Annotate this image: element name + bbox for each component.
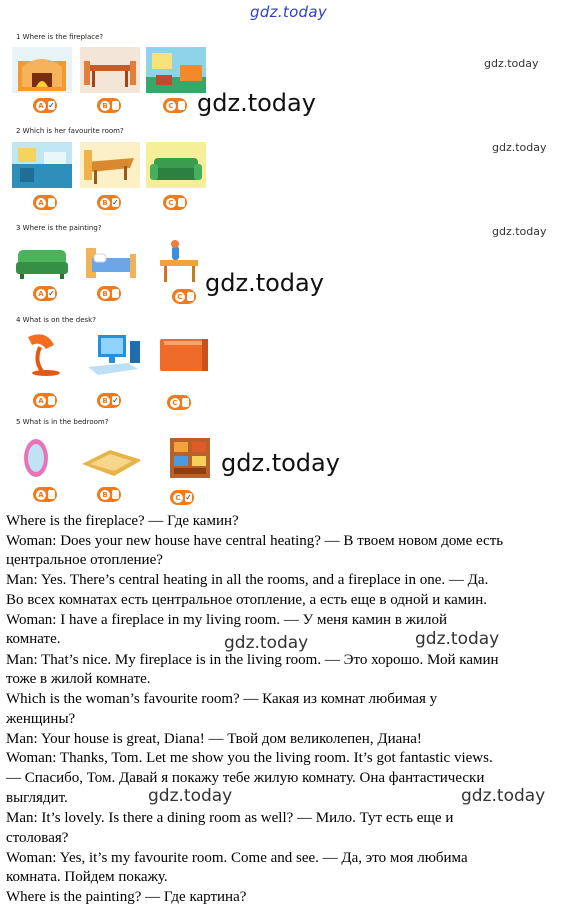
site-logo[interactable]: gdz.today bbox=[250, 3, 328, 21]
answer-letter: C bbox=[175, 292, 185, 302]
transcript-line: Where is the fireplace? — Где камин? bbox=[6, 513, 239, 529]
answer-4-c[interactable] bbox=[167, 395, 191, 410]
check-mark bbox=[178, 101, 185, 110]
check-mark bbox=[48, 198, 55, 207]
transcript-line: центральное отопление? bbox=[6, 552, 163, 568]
watermark: gdz.today bbox=[492, 141, 547, 154]
watermark: gdz.today bbox=[461, 786, 546, 806]
check-mark bbox=[48, 396, 55, 405]
transcript-line: Man: It’s lovely. Is there a dining room as well? — Мило. Тут есть еще и bbox=[6, 810, 454, 826]
check-mark: ✓ bbox=[48, 289, 55, 298]
answer-2-b[interactable] bbox=[97, 195, 121, 210]
question-1-title: 1 Where is the fireplace? bbox=[16, 33, 104, 41]
sofa-icon-2 bbox=[12, 238, 72, 284]
check-mark bbox=[182, 398, 189, 407]
transcript-line: столовая? bbox=[6, 830, 69, 846]
question-2-title: 2 Which is her favourite room? bbox=[16, 127, 124, 135]
answer-1-c[interactable] bbox=[163, 98, 187, 113]
answer-4-a[interactable] bbox=[33, 393, 57, 408]
watermark: gdz.today bbox=[484, 57, 539, 70]
answer-letter: A bbox=[36, 198, 46, 208]
sofa-icon bbox=[146, 142, 206, 188]
check-mark: ✓ bbox=[185, 493, 192, 502]
answer-letter: C bbox=[166, 198, 176, 208]
transcript-line: Woman: Thanks, Tom. Let me show you the living room. It’s got fantastic views. bbox=[6, 750, 493, 766]
watermark: gdz.today bbox=[205, 269, 324, 297]
answer-5-c[interactable] bbox=[170, 490, 194, 505]
answer-3-a[interactable] bbox=[33, 286, 57, 301]
fireplace-icon bbox=[12, 47, 72, 93]
transcript-line: Man: That’s nice. My fireplace is in the living room. — Это хорошо. Мой камин bbox=[6, 652, 499, 668]
rug-icon bbox=[80, 434, 140, 480]
table-vase-icon bbox=[146, 238, 206, 284]
transcript-line: Woman: I have a fireplace in my living room. — У меня камин в жилой bbox=[6, 612, 448, 628]
answer-2-c[interactable] bbox=[163, 195, 187, 210]
answer-letter: C bbox=[166, 101, 176, 111]
check-mark bbox=[112, 101, 119, 110]
answer-letter: C bbox=[170, 398, 180, 408]
check-mark bbox=[48, 490, 55, 499]
computer-icon bbox=[84, 331, 144, 377]
check-mark: ✓ bbox=[48, 101, 55, 110]
answer-letter: B bbox=[100, 396, 110, 406]
check-mark: ✓ bbox=[112, 396, 119, 405]
answer-letter: B bbox=[100, 198, 110, 208]
answer-3-b[interactable] bbox=[97, 286, 121, 301]
transcript-line: Which is the woman’s favourite room? — Какая из комнат любимая у bbox=[6, 691, 438, 707]
watermark: gdz.today bbox=[224, 633, 309, 653]
watermark: gdz.today bbox=[148, 786, 233, 806]
watermark: gdz.today bbox=[221, 449, 340, 477]
transcript-line: женщины? bbox=[6, 711, 76, 727]
question-5-title: 5 What is in the bedroom? bbox=[16, 418, 109, 426]
transcript-line: Where is the painting? — Где картина? bbox=[6, 889, 247, 905]
check-mark: ✓ bbox=[112, 198, 119, 207]
answer-letter: B bbox=[100, 101, 110, 111]
transcript-line: выглядит. bbox=[6, 790, 68, 806]
answer-5-b[interactable] bbox=[97, 487, 121, 502]
answer-letter: B bbox=[100, 490, 110, 500]
transcript-line: тоже в жилой комнате. bbox=[6, 671, 151, 687]
answer-letter: B bbox=[100, 289, 110, 299]
transcript-line: Во всех комнатах есть центральное отопление, а есть еще в одной и камин. bbox=[6, 592, 488, 608]
watermark: gdz.today bbox=[415, 629, 500, 649]
transcript-line: Woman: Yes, it’s my favourite room. Come and see. — Да, это моя любима bbox=[6, 850, 468, 866]
answer-letter: A bbox=[36, 289, 46, 299]
transcript-line: — Спасибо, Том. Давай я покажу тебе жилую комнату. Она фантастически bbox=[6, 770, 485, 786]
question-4-title: 4 What is on the desk? bbox=[16, 316, 96, 324]
answer-4-b[interactable] bbox=[97, 393, 121, 408]
question-3-title: 3 Where is the painting? bbox=[16, 224, 102, 232]
dining-table-icon-2 bbox=[80, 142, 140, 188]
check-mark bbox=[112, 289, 119, 298]
check-mark bbox=[187, 292, 194, 301]
watermark: gdz.today bbox=[197, 89, 316, 117]
answer-2-a[interactable] bbox=[33, 195, 57, 210]
watermark: gdz.today bbox=[492, 225, 547, 238]
answer-letter: A bbox=[36, 396, 46, 406]
lamp-icon bbox=[20, 331, 80, 377]
transcript-line: Woman: Does your new house have central heating? — В твоем новом доме есть bbox=[6, 533, 504, 549]
bookcase-icon bbox=[166, 434, 226, 480]
transcript-line: Man: Yes. There’s central heating in all the rooms, and a fireplace in one. — Да. bbox=[6, 572, 489, 588]
book-icon bbox=[154, 331, 214, 377]
answer-3-c[interactable] bbox=[172, 289, 196, 304]
bed-icon bbox=[80, 238, 140, 284]
living-room-icon bbox=[146, 47, 206, 93]
transcript-line: комната. Пойдем покажу. bbox=[6, 869, 168, 885]
check-mark bbox=[178, 198, 185, 207]
answer-letter: A bbox=[36, 490, 46, 500]
answer-letter: C bbox=[173, 493, 183, 503]
answer-5-a[interactable] bbox=[33, 487, 57, 502]
transcript-line: Man: Your house is great, Diana! — Твой дом великолепен, Диана! bbox=[6, 731, 422, 747]
transcript-line: комнате. bbox=[6, 631, 61, 647]
kitchen-icon bbox=[12, 142, 72, 188]
answer-1-b[interactable] bbox=[97, 98, 121, 113]
dining-table-icon bbox=[80, 47, 140, 93]
answer-1-a[interactable] bbox=[33, 98, 57, 113]
answer-letter: A bbox=[36, 101, 46, 111]
check-mark bbox=[112, 490, 119, 499]
mirror-icon bbox=[14, 434, 74, 480]
